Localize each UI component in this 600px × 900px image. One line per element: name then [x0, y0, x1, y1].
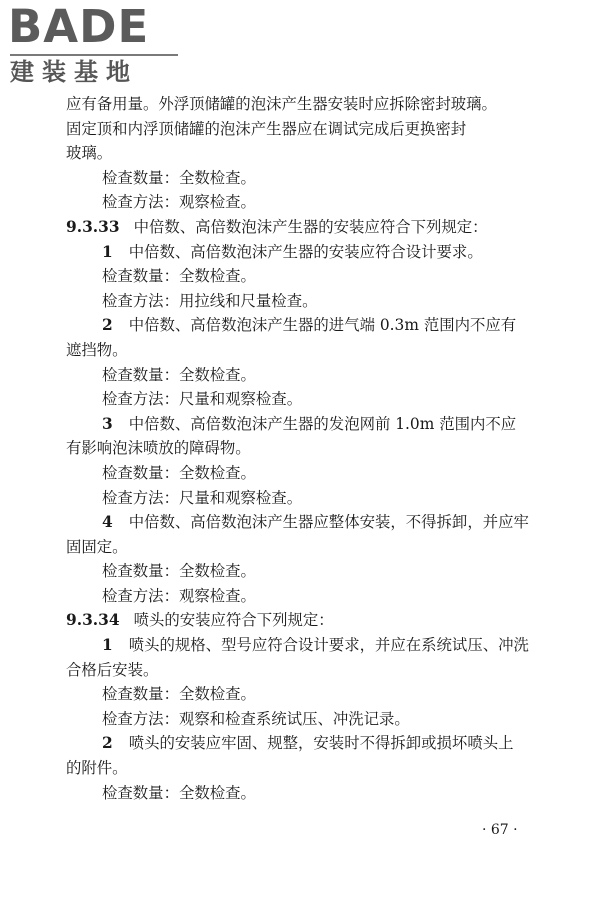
- page-number: · 67 ·: [482, 822, 518, 838]
- line-text: 检查方法：尺量和观察检查。: [102, 390, 303, 409]
- line-text: 应有备用量。外浮顶储罐的泡沫产生器安装时应拆除密封玻璃。: [66, 95, 497, 113]
- text-line: [66, 436, 546, 461]
- item-text: 中倍数、高倍数泡沫产生器应整体安装，不得拆卸，并应牢: [128, 513, 529, 532]
- inspection-line: [66, 289, 546, 314]
- item-number: 3: [102, 414, 113, 433]
- line-text: 检查数量：全数检查。: [102, 168, 256, 187]
- clause-text: 中倍数、高倍数泡沫产生器的安装应符合下列规定：: [133, 217, 488, 236]
- inspection-line: [66, 264, 546, 289]
- clause-item: [66, 510, 546, 535]
- text-line: [66, 338, 546, 363]
- inspection-line: [66, 781, 546, 806]
- line-text: 检查数量：全数检查。: [102, 562, 256, 581]
- text-line: [66, 117, 546, 142]
- clause-item: [66, 240, 546, 265]
- line-text: 检查数量：全数检查。: [102, 365, 256, 384]
- text-line: [66, 756, 546, 781]
- inspection-line: [66, 682, 546, 707]
- line-text: 检查数量：全数检查。: [102, 783, 256, 802]
- line-text: 检查方法：观察检查。: [102, 193, 256, 212]
- item-text: 中倍数、高倍数泡沫产生器的进气端 0.3m 范围内不应有: [128, 316, 517, 335]
- clause-item: [66, 633, 546, 658]
- clause-item: [66, 731, 546, 756]
- clause-number: 9.3.34: [66, 611, 120, 630]
- item-number: 4: [102, 513, 113, 532]
- line-text: 检查方法：尺量和观察检查。: [102, 488, 303, 507]
- item-number: 2: [102, 734, 113, 753]
- text-line: [66, 141, 546, 166]
- text-line: [66, 535, 546, 560]
- line-text: 检查方法：观察和检查系统试压、冲洗记录。: [102, 709, 410, 728]
- inspection-line: [66, 190, 546, 215]
- line-text: 检查数量：全数检查。: [102, 685, 256, 704]
- clause-heading: [66, 215, 546, 240]
- line-text: 玻璃。: [66, 144, 113, 163]
- line-text: 检查数量：全数检查。: [102, 463, 256, 482]
- logo-divider: [10, 54, 178, 56]
- line-text: 合格后安装。: [66, 660, 159, 679]
- bade-logo: [8, 0, 183, 86]
- item-text: 中倍数、高倍数泡沫产生器的发泡网前 1.0m 范围内不应: [128, 414, 517, 433]
- item-number: 2: [102, 316, 113, 335]
- line-text: 固固定。: [66, 537, 128, 556]
- document-body: [66, 92, 546, 805]
- inspection-line: [66, 559, 546, 584]
- inspection-line: [66, 461, 546, 486]
- clause-item: [66, 313, 546, 338]
- clause-text: 喷头的安装应符合下列规定：: [133, 611, 334, 630]
- inspection-line: [66, 486, 546, 511]
- inspection-line: [66, 363, 546, 388]
- item-text: 中倍数、高倍数泡沫产生器的安装应符合设计要求。: [128, 242, 483, 261]
- line-text: 检查数量：全数检查。: [102, 267, 256, 286]
- item-text: 喷头的规格、型号应符合设计要求，并应在系统试压、冲洗: [128, 636, 529, 655]
- line-text: 检查方法：用拉线和尺量检查。: [102, 291, 318, 310]
- line-text: 固定顶和内浮顶储罐的泡沫产生器应在调试完成后更换密封: [66, 119, 467, 138]
- line-text: 遮挡物。: [66, 340, 128, 359]
- inspection-line: [66, 584, 546, 609]
- text-line: [66, 92, 546, 117]
- line-text: 有影响泡沫喷放的障碍物。: [66, 439, 251, 458]
- clause-item: [66, 412, 546, 437]
- clause-heading: [66, 608, 546, 633]
- line-text: 检查方法：观察检查。: [102, 586, 256, 605]
- logo-subtitle: 建装基地: [10, 58, 138, 86]
- inspection-line: [66, 707, 546, 732]
- inspection-line: [66, 387, 546, 412]
- inspection-line: [66, 166, 546, 191]
- text-line: [66, 658, 546, 683]
- logo-wordmark: BADE: [8, 0, 150, 53]
- clause-number: 9.3.33: [66, 217, 120, 236]
- item-text: 喷头的安装应牢固、规整，安装时不得拆卸或损坏喷头上: [128, 734, 514, 753]
- item-number: 1: [102, 242, 113, 261]
- item-number: 1: [102, 636, 113, 655]
- line-text: 的附件。: [66, 759, 128, 778]
